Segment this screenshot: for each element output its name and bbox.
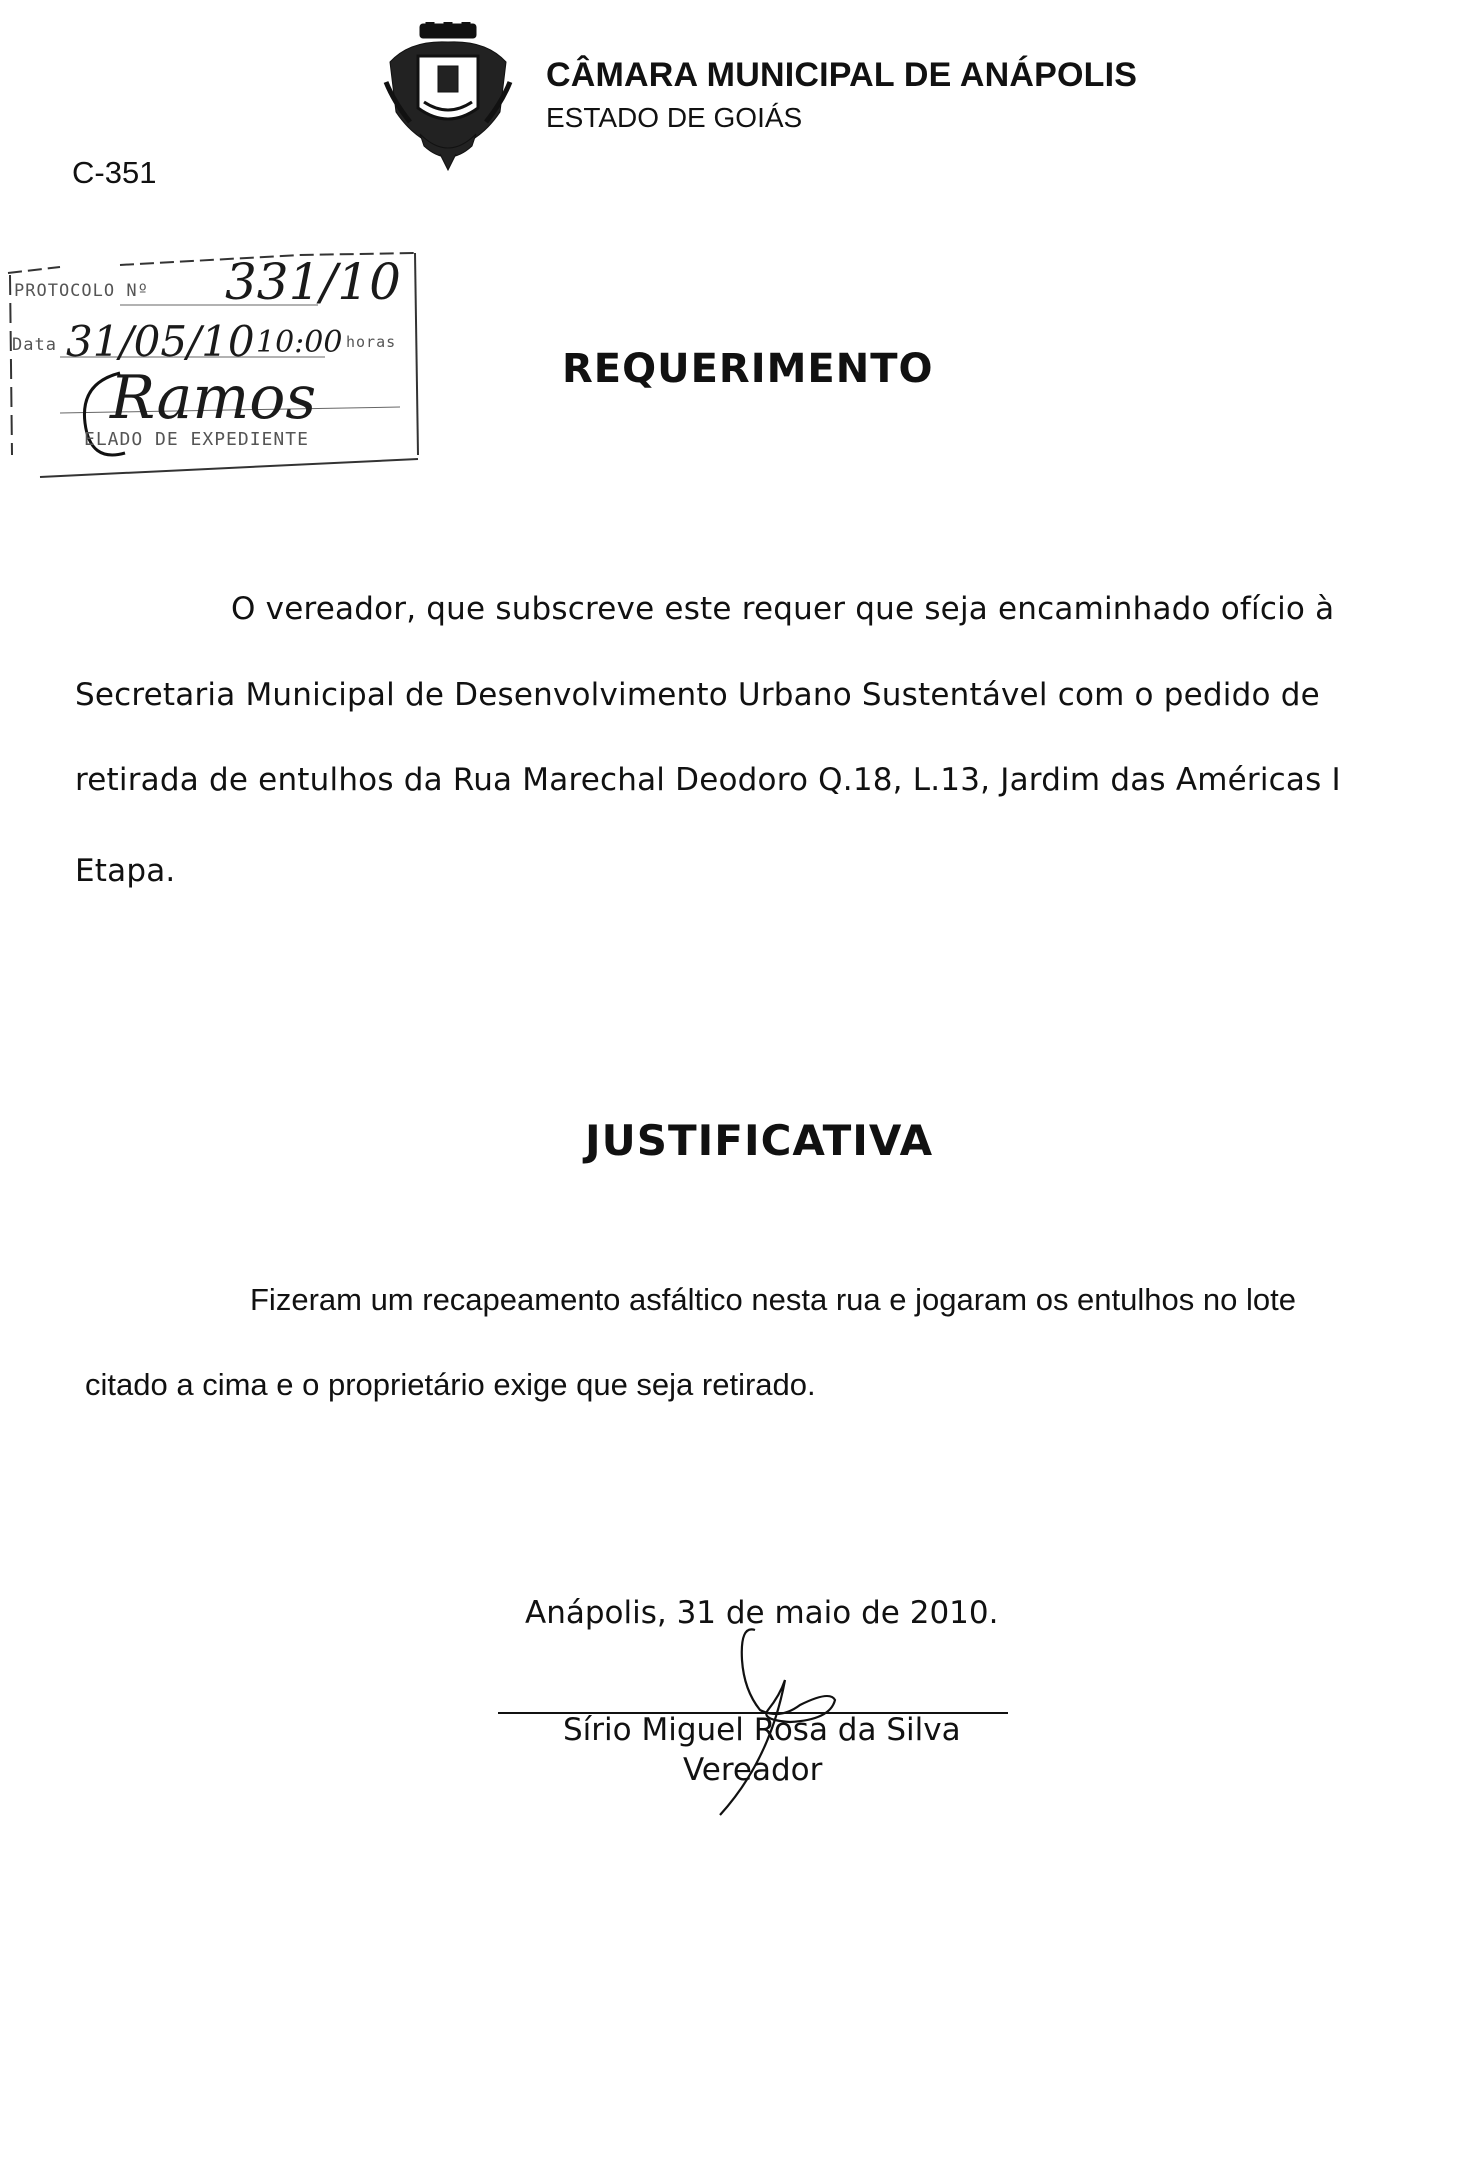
org-name: CÂMARA MUNICIPAL DE ANÁPOLIS: [546, 56, 1138, 94]
protocol-label: PROTOCOLO Nº: [14, 281, 149, 301]
justificativa-line: Fizeram um recapeamento asfáltico nesta rua e jogaram os entulhos no lote: [250, 1282, 1296, 1317]
document-code: C-351: [72, 155, 157, 190]
stamp-signature-flourish: [70, 363, 140, 483]
coat-of-arms-seal: [380, 22, 516, 172]
justificativa-title: JUSTIFICATIVA: [585, 1116, 934, 1165]
protocol-number: 331/10: [225, 253, 401, 311]
signer-name: Sírio Miguel Rosa da Silva: [563, 1712, 961, 1748]
stamp-footer-label: ELADO DE EXPEDIENTE: [84, 429, 309, 450]
requerimento-title: REQUERIMENTO: [562, 346, 934, 392]
requerimento-line: O vereador, que subscreve este requer que seja encaminhado ofício à: [231, 591, 1335, 627]
signer-role: Vereador: [683, 1752, 823, 1788]
stamp-signature: Ramos: [110, 363, 317, 433]
date-value: 31/05/10: [66, 317, 255, 366]
requerimento-line: retirada de entulhos da Rua Marechal Deodoro Q.18, L.13, Jardim das Américas I: [75, 762, 1341, 798]
justificativa-line: citado a cima e o proprietário exige que seja retirado.: [85, 1367, 816, 1402]
protocol-stamp: [0, 245, 440, 485]
handwritten-signature: [690, 1610, 870, 1820]
hour-label: horas: [346, 333, 397, 351]
place-date: Anápolis, 31 de maio de 2010.: [525, 1595, 999, 1631]
date-label: Data: [12, 335, 57, 355]
org-state: ESTADO DE GOIÁS: [546, 102, 803, 133]
hour-value: 10:00: [256, 325, 343, 360]
requerimento-line: Secretaria Municipal de Desenvolvimento Urbano Sustentável com o pedido de: [75, 677, 1320, 713]
requerimento-line: Etapa.: [75, 853, 176, 889]
